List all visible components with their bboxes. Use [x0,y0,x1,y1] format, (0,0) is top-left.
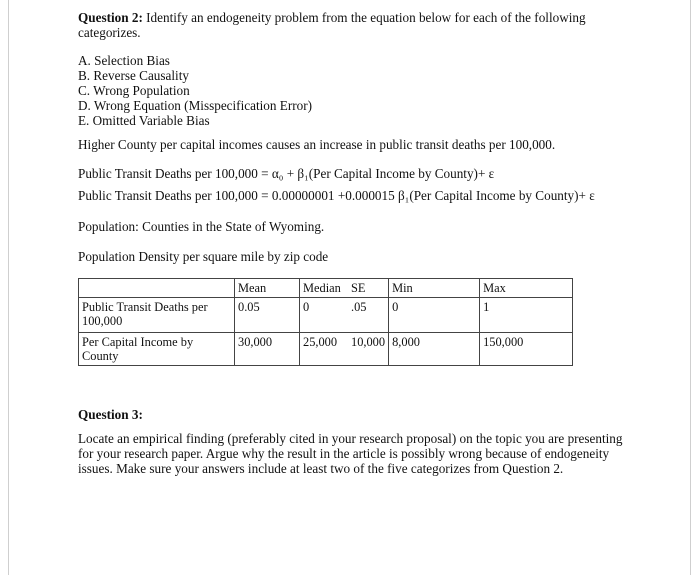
header-empty [79,279,235,298]
cell-median: 25,000 [303,335,338,349]
table-header-row [79,279,573,298]
cell-median-se [300,333,389,366]
density-text: Population Density per square mile by zip code [78,249,329,264]
table-row [79,333,573,366]
question-2-text: Identify an endogeneity problem from the equation below for each of the following categorizes. [78,10,586,40]
option-c: C. Wrong Population [78,83,190,98]
header-se: SE [351,281,366,295]
cell-mean: 30,000 [235,333,300,366]
question-3-body: Locate an empirical finding (preferably cited in your research proposal) on the topic you are presenting for your research paper. Argue why the result in the article is possibly wrong because of endogeneity issues. Make sure your answers include at least two of the five categorizes from Question 2. [78,431,623,476]
cell-mean: 0.05 [235,298,300,333]
equation-estimated: Public Transit Deaths per 100,000 = 0.00000001 +0.000015 β₁(Per Capital Income by County)+ ε [78,188,595,203]
header-max: Max [480,279,573,298]
cell-min: 8,000 [389,333,480,366]
claim-statement: Higher County per capital incomes causes an increase in public transit deaths per 100,000. [78,137,556,152]
option-d: D. Wrong Equation (Misspecification Error) [78,98,312,113]
header-mean: Mean [235,279,300,298]
cell-median-se [300,298,389,333]
header-min: Min [389,279,480,298]
question-3-title: Question 3: [78,407,143,422]
summary-statistics-table [78,278,573,366]
option-a: A. Selection Bias [78,53,170,68]
page-left-border [8,0,9,575]
row-label-income: Per Capital Income by County [79,333,235,366]
table-row [79,298,573,333]
question-2-label: Question 2: [78,10,143,25]
options-list [78,53,618,128]
cell-max: 1 [480,298,573,333]
cell-min: 0 [389,298,480,333]
page-right-border [690,0,691,575]
cell-se: .05 [351,300,367,314]
cell-se: 10,000 [351,335,386,349]
header-median-se [300,279,389,298]
question-2-prompt [78,10,618,40]
cell-median: 0 [303,300,310,314]
option-b: B. Reverse Causality [78,68,189,83]
equation-general: Public Transit Deaths per 100,000 = α₀ + β₁(Per Capital Income by County)+ ε [78,166,495,181]
row-label-transit-deaths: Public Transit Deaths per 100,000 [79,298,235,333]
option-e: E. Omitted Variable Bias [78,113,210,128]
cell-max: 150,000 [480,333,573,366]
population-text: Population: Counties in the State of Wyoming. [78,219,325,234]
header-median: Median [303,281,341,295]
